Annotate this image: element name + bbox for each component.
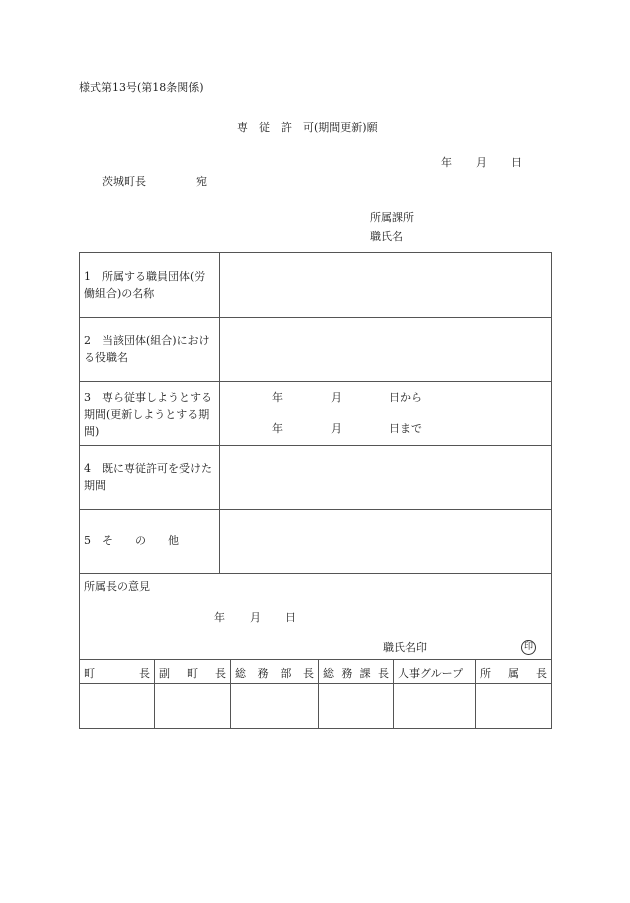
row-divider	[79, 573, 552, 574]
table-border	[551, 252, 552, 729]
approval-char: 副	[159, 667, 170, 680]
applicant-department-label: 所属課所	[370, 211, 414, 224]
row-label-period: 3 専ら従事しようとする期間(更新しようとする期間)	[84, 391, 212, 438]
date-day: 日	[511, 156, 522, 169]
row-divider	[79, 683, 552, 684]
applicant-name-label: 職氏名	[370, 230, 403, 243]
opinion-day: 日	[285, 611, 296, 624]
approval-char: 長	[215, 667, 226, 680]
row-divider	[79, 659, 552, 660]
form-title: 専 従 許 可(期間更新)願	[237, 121, 378, 134]
approval-char: 人事グループ	[398, 667, 464, 680]
addressee-suffix: 宛	[196, 175, 207, 188]
approval-char: 属	[508, 667, 519, 680]
approval-char: 長	[377, 667, 389, 680]
seal-icon: 印	[521, 640, 536, 655]
table-border	[79, 728, 552, 729]
opinion-month: 月	[250, 611, 261, 624]
approval-char: 部	[280, 667, 292, 680]
period-from-day: 日から	[389, 391, 422, 404]
approval-char: 長	[536, 667, 547, 680]
approval-char: 長	[302, 667, 314, 680]
approval-char: 所	[480, 667, 491, 680]
row-divider	[79, 317, 552, 318]
date-month: 月	[476, 156, 487, 169]
period-to-year: 年	[272, 422, 283, 435]
table-border	[79, 252, 552, 253]
approval-header-department-head	[476, 665, 551, 681]
approval-header-mayor	[80, 665, 154, 681]
approval-char: 長	[139, 667, 150, 680]
row-divider	[79, 381, 552, 382]
approval-char: 町	[84, 667, 95, 680]
approval-char: 務	[341, 667, 353, 680]
form-number: 様式第13号(第18条関係)	[79, 81, 204, 94]
table-border	[79, 252, 80, 729]
row-label-past-period: 4 既に専従許可を受けた期間	[84, 462, 212, 492]
period-to-month: 月	[331, 422, 342, 435]
row-divider	[79, 445, 552, 446]
approval-char: 総	[235, 667, 246, 680]
approval-header-general-affairs-director	[231, 665, 318, 681]
approval-char: 総	[323, 667, 334, 680]
opinion-label: 所属長の意見	[84, 580, 150, 593]
approval-char: 町	[187, 667, 198, 680]
period-to-day: 日まで	[389, 422, 422, 435]
opinion-year: 年	[214, 611, 225, 624]
period-from-month: 月	[331, 391, 342, 404]
approval-header-hr-group	[394, 665, 475, 681]
approval-char: 務	[257, 667, 269, 680]
addressee: 茨城町長	[102, 175, 146, 188]
signature-label: 職氏名印	[383, 641, 427, 654]
row-label-other: 5 そ の 他	[84, 534, 179, 547]
row-label-position: 2 当該団体(組合)における役職名	[84, 334, 210, 364]
approval-header-deputy-mayor	[155, 665, 230, 681]
column-divider	[219, 252, 220, 573]
row-label-union-name: 1 所属する職員団体(労働組合)の名称	[84, 270, 206, 300]
row-divider	[79, 509, 552, 510]
approval-char: 課	[359, 667, 371, 680]
period-from-year: 年	[272, 391, 283, 404]
approval-header-general-affairs-chief	[319, 665, 393, 681]
date-year: 年	[441, 156, 452, 169]
